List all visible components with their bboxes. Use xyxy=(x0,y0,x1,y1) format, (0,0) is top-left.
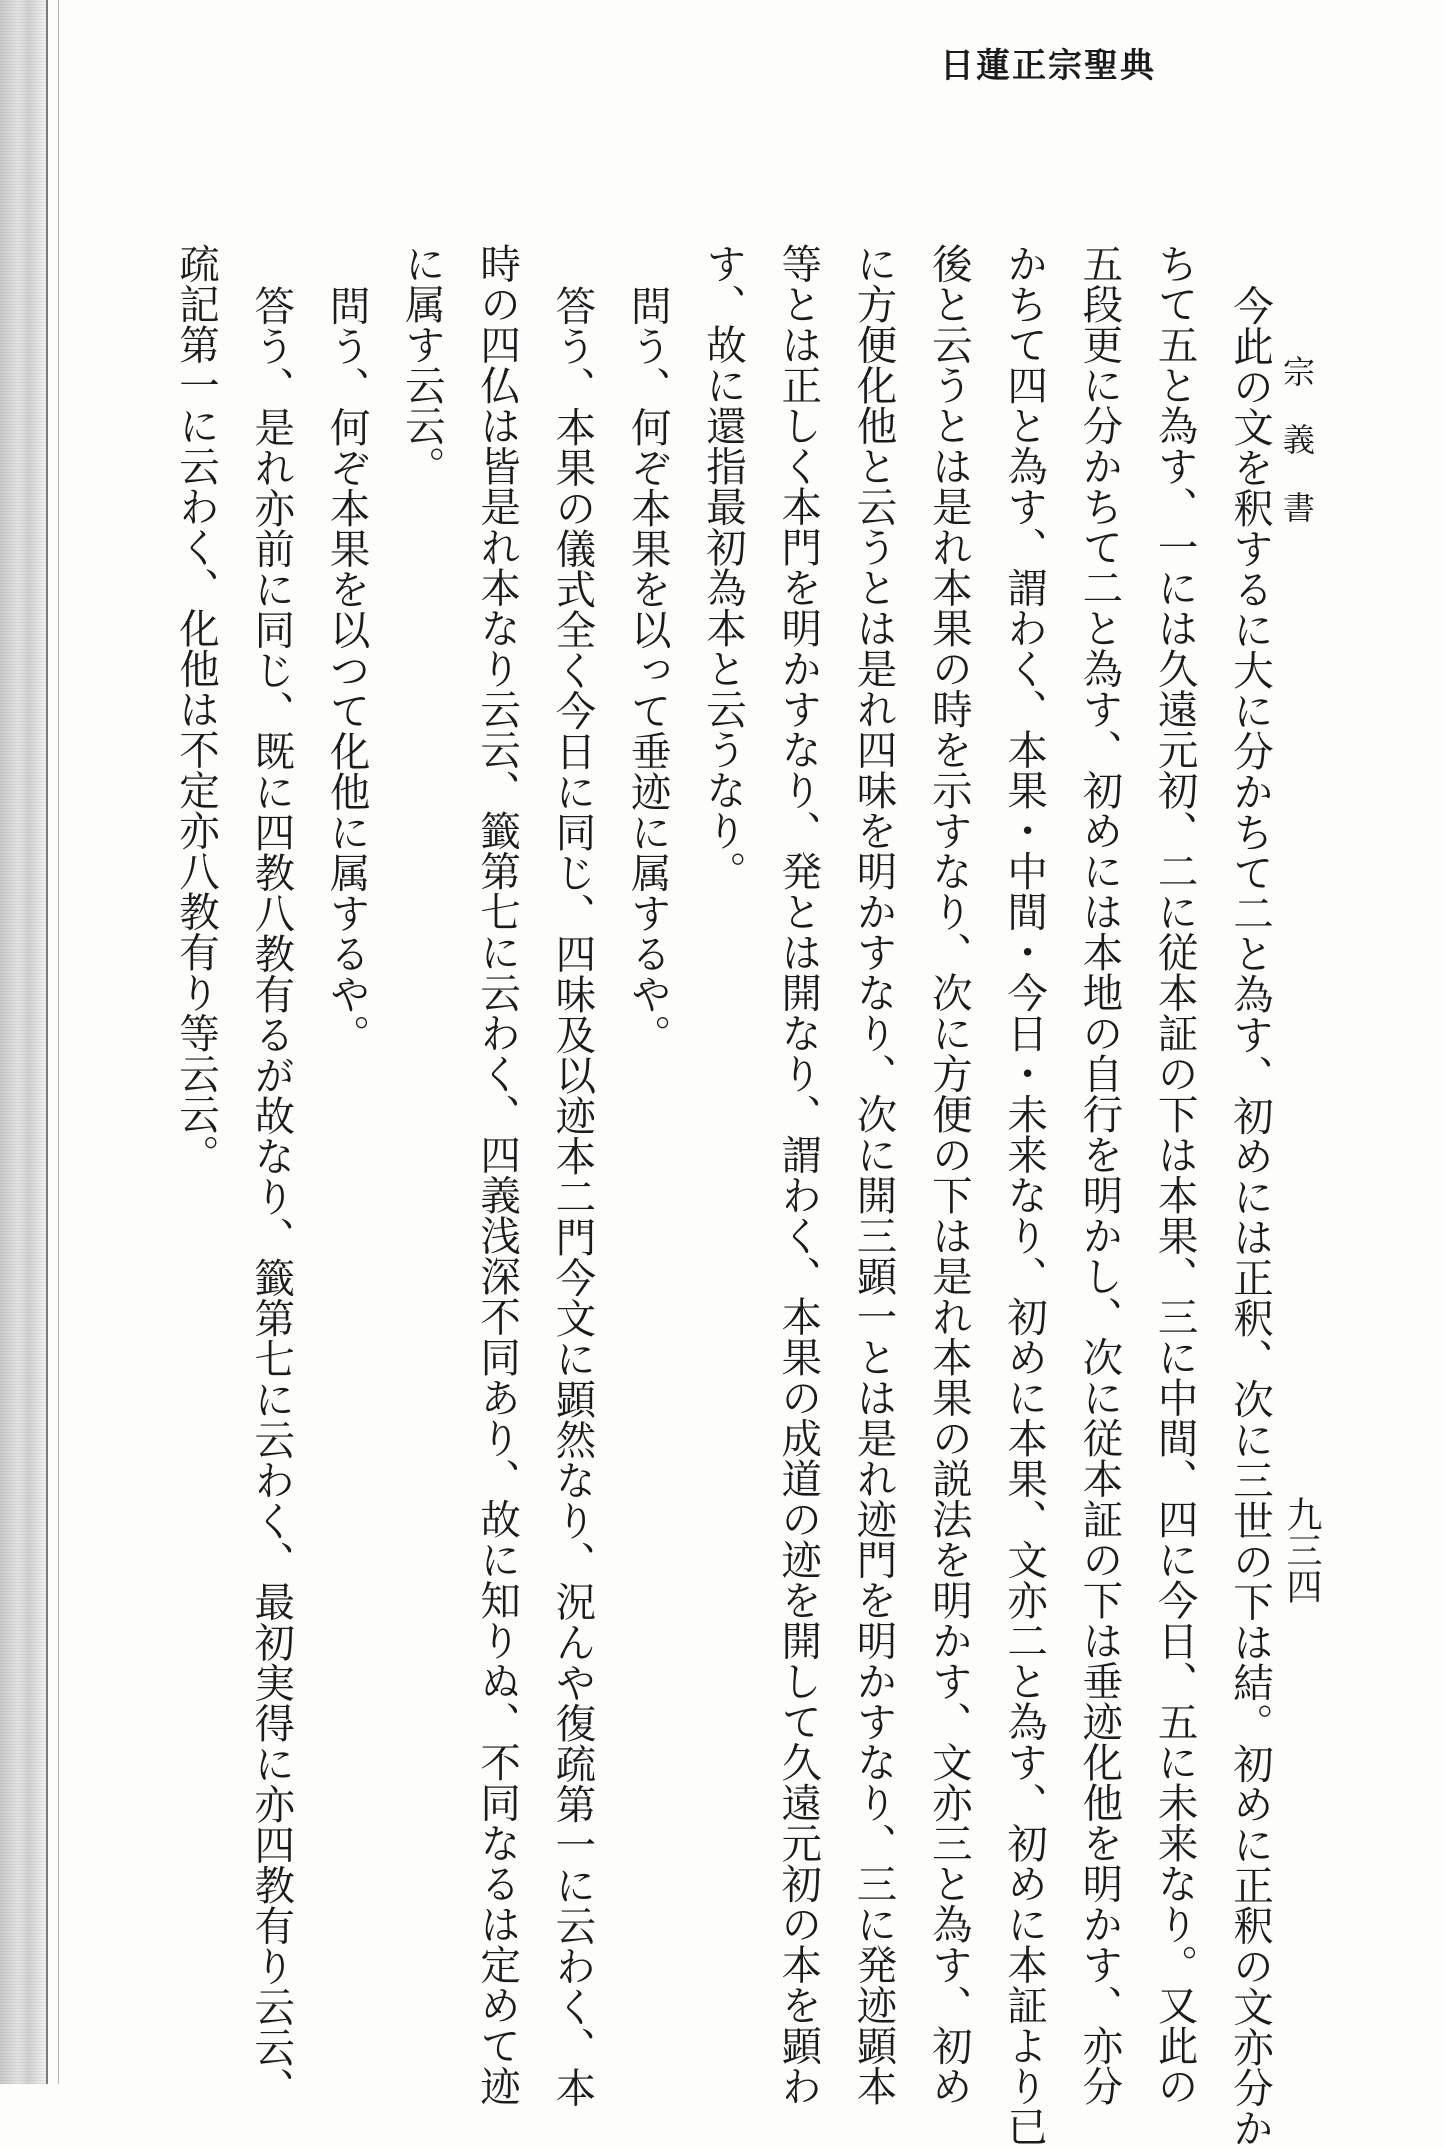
running-head: 日蓮正宗聖典 xyxy=(940,46,1156,86)
text-line: 時の四仏は皆是れ本なり云云、籤第七に云わく、四義浅深不同あり、故に知りぬ、不同なるは定めて迹 xyxy=(473,243,522,2106)
page-number: 九三四 xyxy=(1281,1496,1322,1604)
binding-shadow xyxy=(0,0,46,2084)
text-line: 等とは正しく本門を明かすなり、発とは開なり、謂わく、本果の成道の迹を開して久遠元初の本を顕わ xyxy=(774,243,823,2106)
text-line: に属す云云。 xyxy=(397,243,446,486)
text-line: かちて四と為す、謂わく、本果・中間・今日・未来なり、初めに本果、文亦二と為す、初めに本証より已 xyxy=(1000,243,1049,2147)
text-line: 答う、是れ亦前に同じ、既に四教八教有るが故なり、籤第七に云わく、最初実得に亦四教有り云云、 xyxy=(247,285,296,2108)
text-line: 問う、何ぞ本果を以つて化他に属するや。 xyxy=(322,285,371,1055)
text-line: 今此の文を釈するに大に分かちて二と為す、初めには正釈、次に三世の下は結。初めに正釈の文亦分か xyxy=(1225,285,1274,2148)
text-line: 五段更に分かちて二と為す、初めには本地の自行を明かし、次に従本証の下は垂迹化他を明かす、亦分 xyxy=(1075,243,1124,2106)
binding-edge-line-inner xyxy=(58,0,59,2084)
text-line: 問う、何ぞ本果を以って垂迹に属するや。 xyxy=(623,285,672,1055)
text-line: 疏記第一に云わく、化他は不定亦八教有り等云云。 xyxy=(172,243,220,1175)
chapter-title: 宗義書 xyxy=(1278,355,1316,559)
binding-edge-line xyxy=(46,0,48,2084)
text-line: す、故に還指最初為本と云うなり。 xyxy=(698,243,747,891)
text-line: 後と云うとは是れ本果の時を示すなり、次に方便の下は是れ本果の説法を明かす、文亦三と為す、初め xyxy=(924,243,973,2106)
text-line: に方便化他と云うとは是れ四味を明かすなり、次に開三顕一とは是れ迹門を明かすなり、三に発迹顕本 xyxy=(849,243,898,2106)
text-line: 答う、本果の儀式全く今日に同じ、四味及以迹本二門今文に顕然なり、況んや復疏第一に云わく、本 xyxy=(548,285,597,2108)
text-line: ちて五と為す、一には久遠元初、二に従本証の下は本果、三に中間、四に今日、五に未来なり。又此の xyxy=(1150,243,1199,2106)
body-text xyxy=(172,243,1274,2148)
